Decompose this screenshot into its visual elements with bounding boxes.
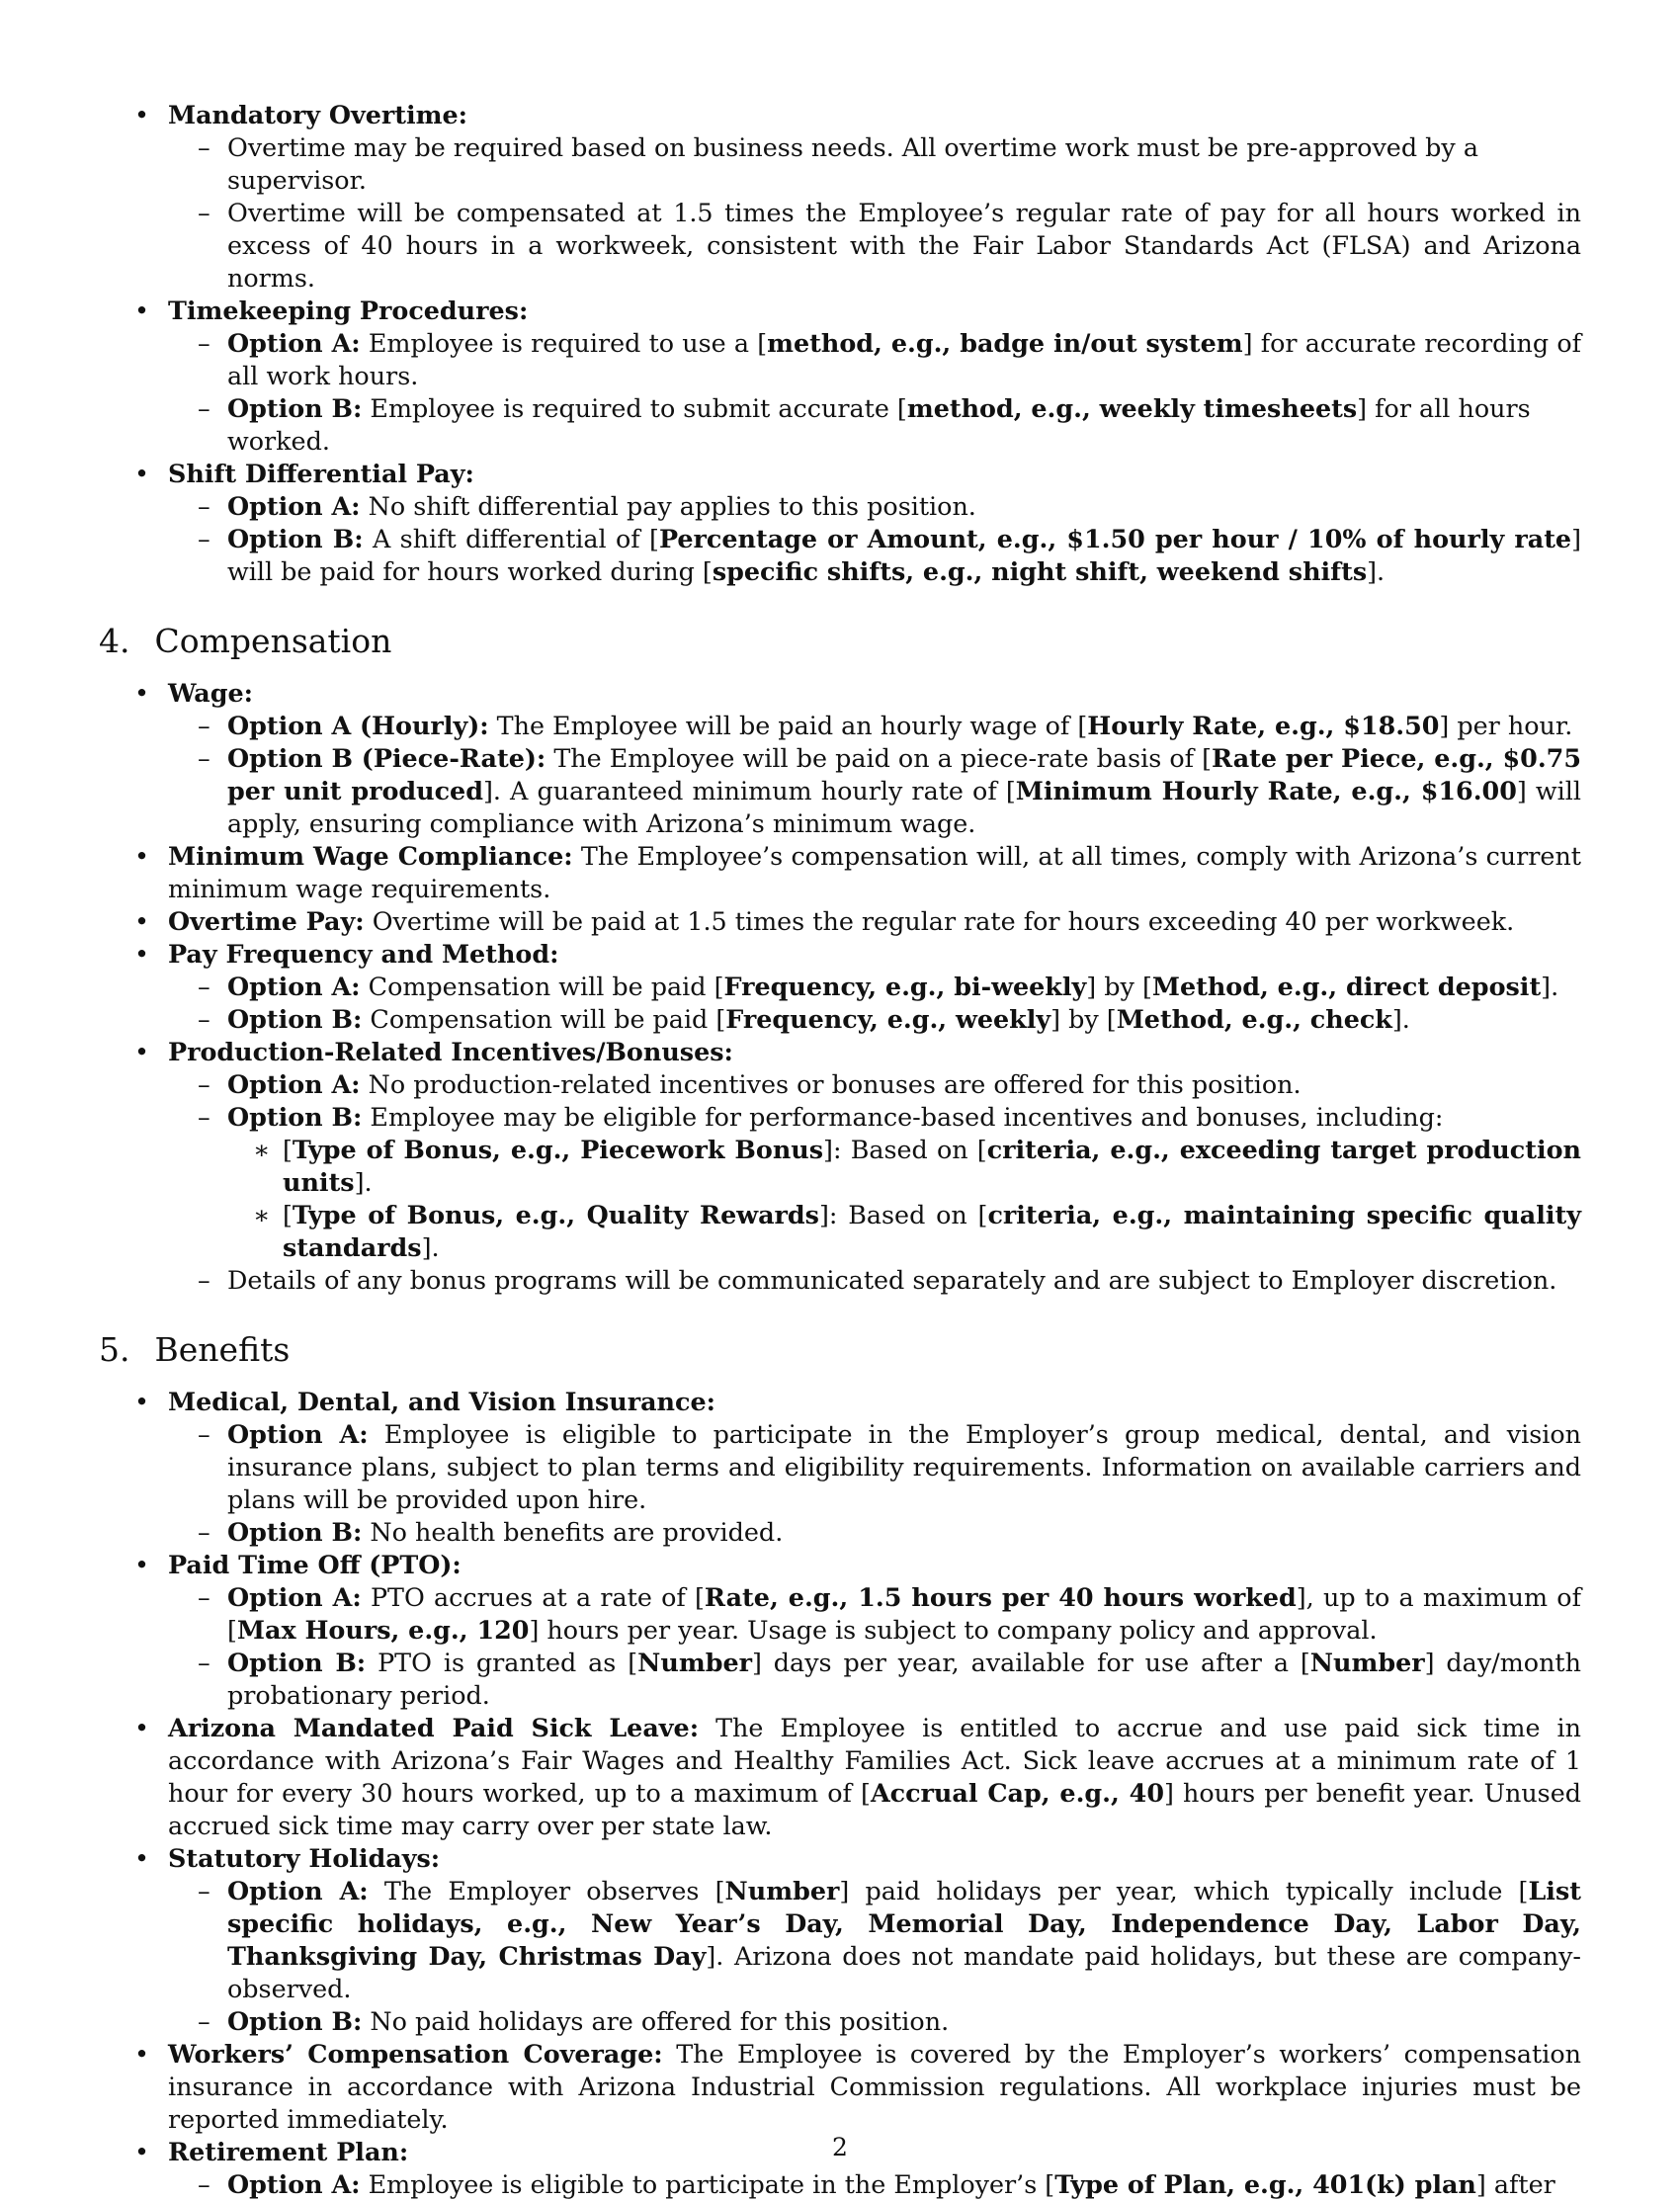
item-text: No shift differential pay applies to this position. [368,491,976,521]
placeholder-field: Type of Bonus, e.g., Quality Rewards [292,1200,819,1229]
bonus-type-item [227,1199,1581,1264]
item-text: ] hours per benefit year. Unused accrued sick time may carry over per state law. [168,1778,1581,1840]
item-text: Overtime may be required based on business needs. All overtime work must be pre-approved by a supervisor. [227,132,1478,195]
placeholder-field: criteria, e.g., maintaining specific quality standards [283,1200,1581,1262]
option-label: Option A: [227,1582,362,1612]
item-text: The Employee will be paid on a piece-rate basis of [ [553,743,1213,773]
item-text: [ [283,1200,293,1229]
item-text: ]: Based on [ [818,1200,988,1229]
sub-item-option-b [168,1101,1581,1264]
list-item-timekeeping [99,295,1581,458]
item-text: The Employee’s compensation will, at all times, comply with Arizona’s current minimum wage requirements. [168,841,1581,903]
item-text: ]. [1391,1004,1410,1034]
sub-list [168,971,1581,1036]
item-text: No health benefits are provided. [370,1517,784,1547]
option-label: Option B: [227,1517,363,1547]
page-content [99,99,1581,2201]
placeholder-field: Method, e.g., check [1116,1004,1392,1034]
item-text: ]. Arizona does not mandate paid holidays, but these are company-observed. [227,1941,1581,2003]
section-title: Compensation [154,622,392,660]
item-text: ] for accurate recording of all work hours. [227,328,1582,390]
sub-item [168,1264,1581,1297]
sub-list [168,1068,1581,1297]
item-text: [ [283,1135,293,1164]
item-heading: Retirement Plan: [168,2137,409,2166]
item-text: ] hours per year. Usage is subject to company policy and approval. [529,1615,1378,1645]
placeholder-field: Hourly Rate, e.g., $18.50 [1087,711,1440,740]
placeholder-field: Rate per Piece, e.g., $0.75 per unit produced [227,743,1582,805]
section-3-continued-list [99,99,1581,588]
list-item-minimum-wage [99,840,1581,905]
item-text: No production-related incentives or bonuses are offered for this position. [368,1069,1302,1099]
item-heading: Minimum Wage Compliance: [168,841,573,871]
item-heading: Workers’ Compensation Coverage: [168,2039,663,2069]
item-text: ]: Based on [ [823,1135,987,1164]
item-text: ] will apply, ensuring compliance with Arizona’s minimum wage. [227,776,1581,838]
item-heading: Wage: [168,678,254,708]
placeholder-field: Type of Plan, e.g., 401(k) plan [1054,2169,1476,2199]
item-text: Details of any bonus programs will be communicated separately and are subject to Employer discretion. [227,1265,1557,1295]
list-item-overtime-pay [99,905,1581,938]
sub-item-option-a [168,1875,1581,2005]
section-title: Benefits [154,1330,291,1369]
list-item-pto [99,1549,1581,1712]
placeholder-field: method, e.g., weekly timesheets [906,393,1358,423]
section-number: 5. [99,1330,130,1369]
placeholder-field: method, e.g., badge in/out system [767,328,1243,358]
option-label: Option B (Piece-Rate): [227,743,546,773]
item-heading: Statutory Holidays: [168,1843,441,1873]
item-text: Compensation will be paid [ [370,1004,726,1034]
placeholder-field: Max Hours, e.g., 120 [236,1615,530,1645]
item-heading: Medical, Dental, and Vision Insurance: [168,1387,715,1416]
item-text: Employee is required to submit accurate [ [370,393,907,423]
item-text: ]. A guaranteed minimum hourly rate of [ [482,776,1016,805]
placeholder-field: criteria, e.g., exceeding target production units [283,1135,1581,1197]
list-item-mandatory-overtime [99,99,1581,295]
section-heading-compensation [99,622,1581,661]
item-text: ], up to a maximum of [ [227,1582,1581,1645]
option-label: Option A: [227,1419,369,1449]
option-label: Option A: [227,328,361,358]
sub-item-option-a [168,327,1581,392]
item-text: Employee is eligible to participate in the Employer’s group medical, dental, and vision insurance plans, subject to plan terms and eligibility requirements. Information on available carriers and plans will be provided upon hire. [227,1419,1581,1514]
item-text: The Employer observes [ [383,1876,725,1905]
placeholder-field: Method, e.g., direct deposit [1151,972,1542,1001]
item-heading: Paid Time Off (PTO): [168,1550,462,1579]
sub-item-option-b [168,523,1581,588]
item-text: ] paid holidays per year, which typically include [ [839,1876,1529,1905]
option-label: Option B: [227,1004,363,1034]
list-item-shift-differential [99,458,1581,588]
item-text: Compensation will be paid [ [368,972,724,1001]
item-text: The Employee is entitled to accrue and use paid sick time in accordance with Arizona’s Fair Wages and Healthy Families Act. Sick leave accrues at a minimum rate of 1 hour for every 30 hours worked, up to a maximum of [ [168,1713,1581,1808]
item-text: The Employee is covered by the Employer’s workers’ compensation insurance in accordance with Arizona Industrial Commission regulations. All workplace injuries must be reported immediately. [168,2039,1581,2134]
option-label: Option A: [227,1876,369,1905]
item-text: ]. [421,1232,440,1262]
item-text: PTO accrues at a rate of [ [370,1582,705,1612]
sub-item-option-a [168,2168,1581,2201]
list-item-sick-leave [99,1712,1581,1842]
option-label: Option B: [227,2006,363,2036]
option-label: Option B: [227,1102,363,1132]
option-label: Option B: [227,524,364,553]
benefits-list [99,1386,1581,2201]
sub-item-option-a [168,1581,1581,1647]
item-text: Employee may be eligible for performance-based incentives and bonuses, including: [370,1102,1444,1132]
page-number: 2 [832,2133,848,2161]
sub-list [168,490,1581,588]
list-item-holidays [99,1842,1581,2038]
sub-item [168,131,1581,197]
placeholder-field: Number [637,1648,752,1677]
placeholder-field: Number [1309,1648,1425,1677]
option-label: Option B: [227,1648,367,1677]
placeholder-field: Number [724,1876,840,1905]
item-text: ] will be paid for hours worked during [ [227,524,1581,586]
placeholder-field: Percentage or Amount, e.g., $1.50 per hour / 10% of hourly rate [658,524,1572,553]
item-heading: Pay Frequency and Method: [168,939,559,969]
sub-list [168,1581,1581,1712]
item-heading: Mandatory Overtime: [168,100,468,129]
placeholder-field: List specific holidays, e.g., New Year’s Day, Memorial Day, Independence Day, Labor Day, Thanksgiving Day, Christmas Day [227,1876,1581,1971]
list-item-pay-frequency [99,938,1581,1036]
item-text: ] by [ [1050,1004,1117,1034]
item-text: ] day/month probationary period. [227,1648,1581,1710]
item-text: ] per hour. [1439,711,1573,740]
compensation-list [99,677,1581,1297]
item-text: Employee is required to use a [ [368,328,768,358]
item-text: Employee is eligible to participate in the Employer’s [ [368,2169,1055,2199]
sub-list [168,1875,1581,2038]
placeholder-field: Minimum Hourly Rate, e.g., $16.00 [1015,776,1517,805]
sub-item [168,197,1581,295]
placeholder-field: specific shifts, e.g., night shift, weekend shifts [712,556,1368,586]
list-item-wage [99,677,1581,840]
section-heading-benefits [99,1330,1581,1370]
option-label: Option A: [227,491,361,521]
sub-item-option-a [168,1418,1581,1516]
option-label: Option A (Hourly): [227,711,489,740]
sub-item-option-a [168,971,1581,1003]
sub-item-option-b [168,1003,1581,1036]
item-text: ]. [354,1167,373,1197]
sub-list [168,327,1581,458]
sub-list [168,1418,1581,1549]
placeholder-field: Accrual Cap, e.g., 40 [870,1778,1165,1808]
sub-list [168,2168,1581,2201]
placeholder-field: Rate, e.g., 1.5 hours per 40 hours worked [704,1582,1297,1612]
sub-item-option-b [168,2005,1581,2038]
item-text: ] by [ [1086,972,1152,1001]
sub-item-option-a [168,1068,1581,1101]
sub-item-option-b [168,392,1581,458]
option-label: Option A: [227,972,361,1001]
option-label: Option A: [227,2169,361,2199]
item-text: ] after [1475,2169,1555,2199]
bonus-type-list [227,1134,1581,1264]
sub-item-option-b [168,742,1581,840]
list-item-bonuses [99,1036,1581,1297]
placeholder-field: Frequency, e.g., weekly [725,1004,1051,1034]
item-text: ] days per year, available for use after a [ [751,1648,1310,1677]
placeholder-field: Frequency, e.g., bi-weekly [723,972,1087,1001]
list-item-medical [99,1386,1581,1549]
placeholder-field: Type of Bonus, e.g., Piecework Bonus [292,1135,824,1164]
item-text: A shift differential of [ [372,524,659,553]
sub-list [168,710,1581,840]
item-heading: Production-Related Incentives/Bonuses: [168,1037,733,1066]
item-text: ] for all hours worked. [227,393,1531,456]
item-text: Overtime will be compensated at 1.5 times the Employee’s regular rate of pay for all hours worked in excess of 40 hours in a workweek, consistent with the Fair Labor Standards Act (FLSA) and Arizona norms. [227,198,1581,293]
item-text: The Employee will be paid an hourly wage of [ [496,711,1088,740]
option-label: Option A: [227,1069,361,1099]
item-text: No paid holidays are offered for this position. [370,2006,950,2036]
item-heading: Timekeeping Procedures: [168,296,529,325]
item-text: ]. [1541,972,1559,1001]
sub-item-option-a [168,490,1581,523]
sub-item-option-a [168,710,1581,742]
section-number: 4. [99,622,130,660]
item-text: Overtime will be paid at 1.5 times the regular rate for hours exceeding 40 per workweek. [372,906,1515,936]
bonus-type-item [227,1134,1581,1199]
item-heading: Shift Differential Pay: [168,459,474,488]
item-text: PTO is granted as [ [378,1648,638,1677]
sub-item-option-b [168,1516,1581,1549]
list-item-workers-comp [99,2038,1581,2136]
sub-list [168,131,1581,295]
item-heading: Arizona Mandated Paid Sick Leave: [168,1713,700,1742]
option-label: Option B: [227,393,363,423]
sub-item-option-b [168,1647,1581,1712]
item-text: ]. [1367,556,1386,586]
item-heading: Overtime Pay: [168,906,365,936]
